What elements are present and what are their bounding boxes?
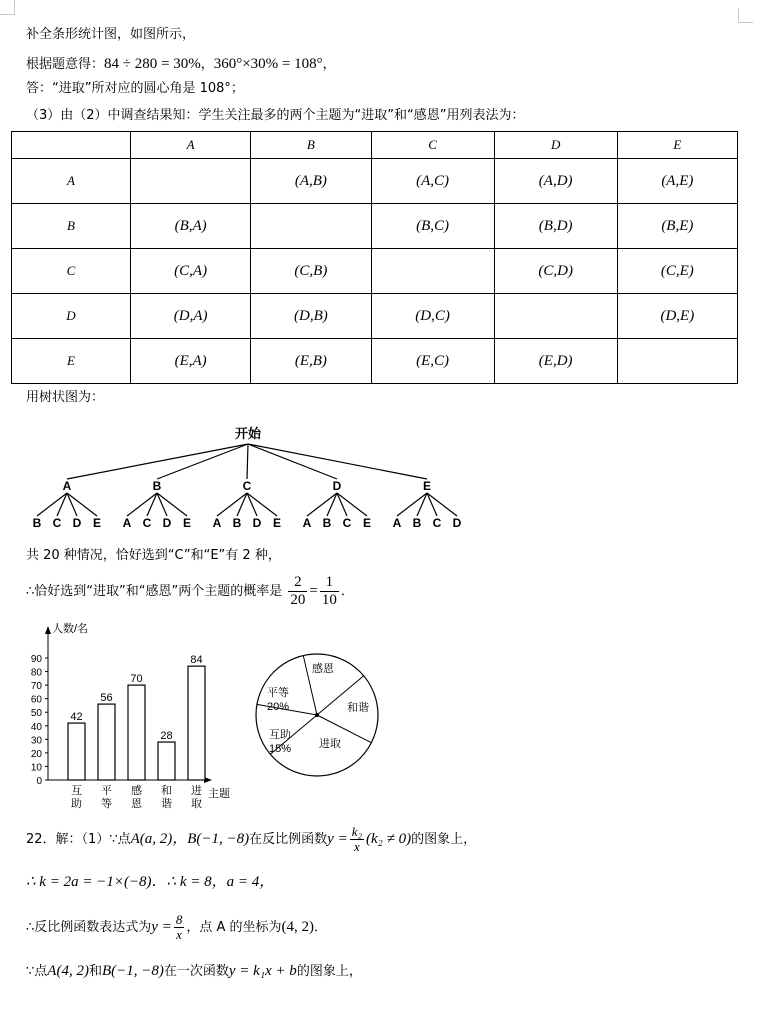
tree-leaf-label: A xyxy=(302,516,312,530)
table-cell: (B,D) xyxy=(494,204,617,249)
category-label: 和 xyxy=(161,785,172,797)
q22-end: 的图象上， xyxy=(411,832,477,847)
tree-branch-line xyxy=(247,444,248,479)
calc-percent: 84 ÷ 280 = 30% xyxy=(104,56,201,72)
category-label: 等 xyxy=(101,798,112,810)
table-row-header: B xyxy=(12,204,131,249)
tree-branch-label: D xyxy=(332,479,342,493)
table-cell: (A,E) xyxy=(617,159,737,204)
tree-leaf-label: B xyxy=(322,516,332,530)
point-b: B(−1, −8) xyxy=(101,963,164,979)
bar-value-label: 70 xyxy=(130,673,143,686)
equals-sign: = xyxy=(309,583,318,599)
category-label: 恩 xyxy=(131,798,142,810)
last-mid: 在一次函数 xyxy=(163,964,229,979)
table-cell: (C,D) xyxy=(494,249,617,294)
bar xyxy=(98,704,115,780)
pie-slice-label: 进取 xyxy=(319,738,341,750)
pie-center xyxy=(315,713,319,717)
q22-func-y: y = xyxy=(327,831,348,847)
table-cell: (A,B) xyxy=(251,159,371,204)
tree-leaf-label: D xyxy=(72,516,82,530)
table-cell: (E,B) xyxy=(251,339,371,384)
tree-branch-line xyxy=(248,444,337,479)
tree-leaf-label: D xyxy=(252,516,262,530)
category-label: 感 xyxy=(131,785,142,797)
table-row xyxy=(12,204,738,249)
table-cell: (C,B) xyxy=(251,249,371,294)
y-tick-label: 60 xyxy=(30,694,42,706)
corner-mark-right xyxy=(738,8,753,23)
table-row-header: D xyxy=(12,294,131,339)
fraction-2-20: $\frac{2}{20}$ xyxy=(290,574,306,608)
expression-fraction: $\frac{8}{x}$ xyxy=(175,912,183,942)
category-label: 取 xyxy=(191,798,202,810)
table-cell: (C,E) xyxy=(617,249,737,294)
table-cell: (E,C) xyxy=(371,339,494,384)
q22-condition: (k₂ ≠ 0) xyxy=(366,831,412,847)
category-label: 互 xyxy=(71,785,82,797)
table-cell: (D,A) xyxy=(131,294,251,339)
pie-slice-label: 和谐 xyxy=(347,702,369,714)
tree-leaf-label: E xyxy=(362,516,372,530)
tree-leaf-label: B xyxy=(232,516,242,530)
table-cell xyxy=(371,249,494,294)
table-row xyxy=(12,249,738,294)
table-header-cell: C xyxy=(371,132,494,159)
q22-prefix: 22．解：（1）∵点 xyxy=(26,832,131,847)
tree-branch-line xyxy=(157,444,248,479)
tree-leaf-label: C xyxy=(142,516,152,530)
probability-line xyxy=(26,574,354,609)
y-tick-label: 0 xyxy=(36,776,42,787)
bar xyxy=(188,666,205,780)
expression-line xyxy=(26,913,327,942)
table-header-cell: B xyxy=(251,132,371,159)
y-tick-label: 20 xyxy=(30,748,42,760)
pie-slice-label: 平等 xyxy=(267,687,289,699)
tree-branch-label: B xyxy=(152,479,162,493)
table-row xyxy=(12,159,738,204)
table-row xyxy=(12,339,738,384)
table-cell xyxy=(251,204,371,249)
bar-chart xyxy=(20,620,250,815)
calc-angle: 360°×30% = 108° xyxy=(213,56,323,72)
category-label: 谐 xyxy=(161,798,172,810)
table-cell: (D,C) xyxy=(371,294,494,339)
y-tick-label: 50 xyxy=(30,708,42,720)
table-header-cell xyxy=(12,132,131,159)
table-cell: (A,C) xyxy=(371,159,494,204)
table-cell: (C,A) xyxy=(131,249,251,294)
q22-fraction: $\frac{\text{k₂}}{x}$ xyxy=(351,824,362,854)
table-cell: (D,E) xyxy=(617,294,737,339)
category-label: 平 xyxy=(101,785,112,797)
tree-intro-text: 用树状图为： xyxy=(26,390,105,405)
probability-prefix: ∴恰好选到“进取”和“感恩”两个主题的概率是 xyxy=(26,584,283,599)
bar-value-label: 42 xyxy=(70,711,83,724)
y-axis-arrow xyxy=(45,626,51,634)
table-cell xyxy=(617,339,737,384)
tree-leaf-label: A xyxy=(392,516,402,530)
x-axis-label: 主题 xyxy=(208,788,230,800)
tree-leaf-label: B xyxy=(32,516,42,530)
table-row-header: A xyxy=(12,159,131,204)
line2-prefix: 根据题意得： xyxy=(26,57,105,72)
y-tick-label: 80 xyxy=(30,667,42,679)
tree-leaf-label: D xyxy=(452,516,462,530)
expression-prefix: ∴反比例函数表达式为 xyxy=(26,920,152,935)
table-header-cell: E xyxy=(617,132,737,159)
table-cell: (B,C) xyxy=(371,204,494,249)
tree-root-label: 开始 xyxy=(234,426,262,441)
tree-leaf-label: C xyxy=(342,516,352,530)
fraction-1-10: $\frac{1}{10}$ xyxy=(321,574,337,608)
y-axis-label: 人数/名 xyxy=(52,623,89,635)
q22-mid: 在反比例函数 xyxy=(249,832,328,847)
y-tick-label: 90 xyxy=(30,654,42,665)
bar-value-label: 28 xyxy=(160,730,173,743)
outcome-table xyxy=(11,131,738,384)
table-cell: (E,A) xyxy=(131,339,251,384)
pie-slice-percent: 15% xyxy=(268,743,292,755)
last-prefix: ∵点 xyxy=(26,964,48,979)
tree-leaf-label: A xyxy=(122,516,132,530)
y-tick-label: 70 xyxy=(30,681,42,693)
tree-leaf-label: B xyxy=(412,516,422,530)
pie-slice-percent: 20% xyxy=(266,701,290,713)
expression-y: y = xyxy=(151,919,172,935)
table-cell: (E,D) xyxy=(494,339,617,384)
expression-end: ． xyxy=(313,920,327,935)
bar-value-label: 84 xyxy=(190,654,203,667)
last-and: 和 xyxy=(88,964,102,979)
q22-line-1 xyxy=(26,825,476,854)
k-calculation-line: ∴ k = 2a = −1×(−8)．∴ k = 8，a = 4， xyxy=(26,874,275,890)
linear-function: y = k₁x + b xyxy=(228,963,297,979)
point-a-coords: (4, 2) xyxy=(281,919,314,935)
tree-branch-label: A xyxy=(62,479,72,493)
text-line-3: 答：“进取”所对应的圆心角是 108°； xyxy=(26,81,244,96)
pie-slice-label: 互助 xyxy=(269,729,291,741)
table-row-header: C xyxy=(12,249,131,294)
tree-branch-label: C xyxy=(242,479,252,493)
tree-leaf-label: E xyxy=(92,516,102,530)
table-header-cell: D xyxy=(494,132,617,159)
tree-branch-line xyxy=(67,444,248,479)
table-cell: (B,A) xyxy=(131,204,251,249)
category-label: 助 xyxy=(71,798,82,810)
text-line-1: 补全条形统计图，如图所示， xyxy=(26,27,196,42)
table-header-cell: A xyxy=(131,132,251,159)
category-label: 进 xyxy=(191,785,202,797)
tree-leaf-label: C xyxy=(52,516,62,530)
bar-value-label: 56 xyxy=(100,692,113,705)
text-line-2 xyxy=(26,55,336,74)
probability-end: ． xyxy=(340,584,354,599)
tree-leaf-label: C xyxy=(432,516,442,530)
table-row xyxy=(12,294,738,339)
y-tick-label: 30 xyxy=(30,735,42,747)
bar xyxy=(158,742,175,780)
table-cell: (B,E) xyxy=(617,204,737,249)
table-cell: (D,B) xyxy=(251,294,371,339)
table-row-header: E xyxy=(12,339,131,384)
bar xyxy=(68,723,85,780)
tree-leaf-label: E xyxy=(272,516,282,530)
table-cell xyxy=(131,159,251,204)
q22-points: A(a, 2)，B(−1, −8) xyxy=(130,831,250,847)
tree-leaf-label: A xyxy=(212,516,222,530)
point-a: A(4, 2) xyxy=(47,963,89,979)
y-tick-label: 40 xyxy=(30,721,42,733)
table-cell: (A,D) xyxy=(494,159,617,204)
tree-branch-label: E xyxy=(422,479,432,493)
line2-end: ， xyxy=(322,57,336,72)
corner-mark-left xyxy=(0,0,15,15)
pie-chart xyxy=(250,650,385,780)
last-line xyxy=(26,962,362,981)
tree-leaf-label: E xyxy=(182,516,192,530)
tree-branch-line xyxy=(248,444,427,479)
tree-leaf-label: D xyxy=(162,516,172,530)
count-text: 共 20 种情况，恰好选到“C”和“E”有 2 种， xyxy=(26,548,281,563)
y-tick-label: 10 xyxy=(30,762,42,774)
expression-mid: ，点 A 的坐标为 xyxy=(186,920,282,935)
bar xyxy=(128,685,145,780)
line2-sep: ， xyxy=(200,57,214,72)
text-line-4: （3）由（2）中调查结果知：学生关注最多的两个主题为“进取”和“感恩”用列表法为： xyxy=(26,108,525,123)
tree-diagram xyxy=(0,420,500,535)
last-end: 的图象上， xyxy=(296,964,362,979)
table-header-row xyxy=(12,132,738,159)
pie-slice-label: 感恩 xyxy=(312,663,334,675)
table-cell xyxy=(494,294,617,339)
